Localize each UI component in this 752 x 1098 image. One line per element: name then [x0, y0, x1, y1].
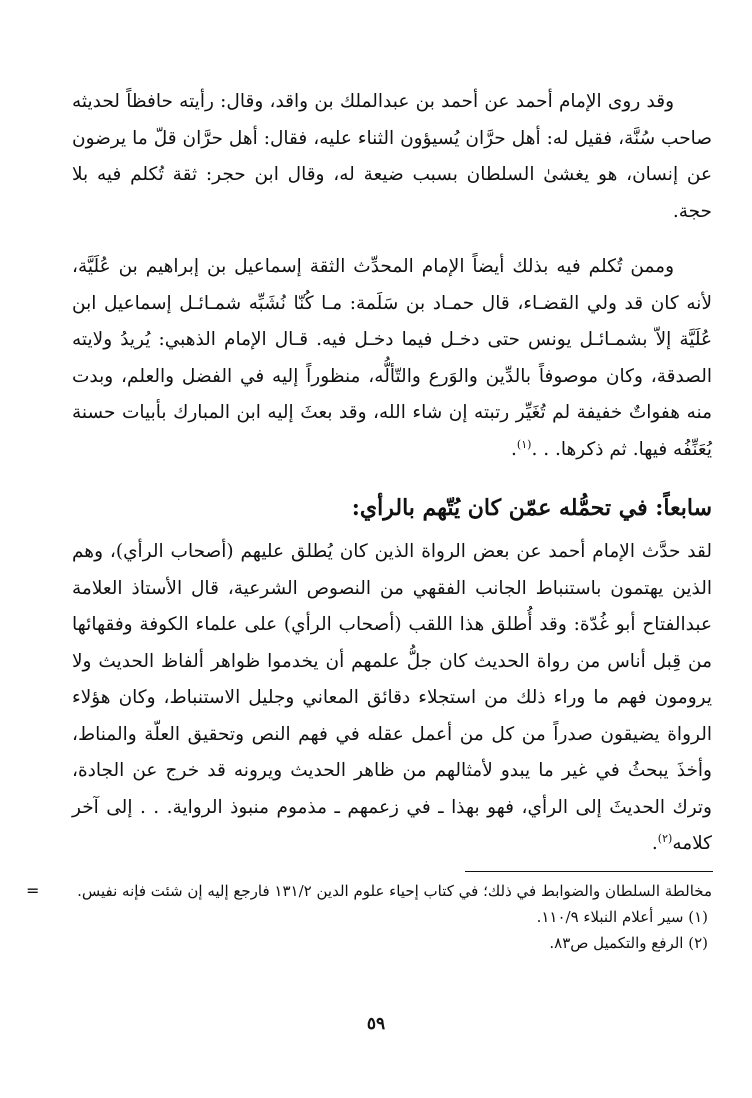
paragraph-text: وقد روى الإمام أحمد عن أحمد بن عبدالملك بن واقد، وقال: رأيته حافظاً لحديثه صاحب سُنَّة، فقيل له: أهل حرَّان يُسيؤون الثناء عليه، فقال: أهل حرَّان قلّ ما يرضون عن إنسان، هو يغشىٰ السلطان بسبب ضيعة له، وقال ابن حجر: ثقة تُكلم فيه بلا حجة. — [72, 91, 712, 222]
continuation-mark: = — [26, 881, 40, 900]
section-heading: سابعاً: في تحمُّله عمّن كان يُتّهم بالرأي: — [351, 495, 712, 521]
footnote-2: (٢) الرفع والتكميل ص٨٣. — [549, 934, 708, 952]
footnotes — [26, 878, 712, 956]
footnote-continuation — [26, 878, 712, 904]
footnote-ref-2: (٢) — [657, 831, 673, 845]
footnote-separator — [465, 871, 713, 872]
footnote-continuation-text: مخالطة السلطان والضوابط في ذلك؛ في كتاب إحياء علوم الدين ١٣١/٢ فارجع إليه إن شئت فإنه نفيس. — [77, 882, 712, 900]
footnote-ref-1: (١) — [516, 437, 532, 451]
page-number: ٥٩ — [366, 1014, 386, 1034]
paragraph-text: لقد حدَّث الإمام أحمد عن بعض الرواة الذين كان يُطلق عليهم (أصحاب الرأي)، وهم الذين يهتمون باستنباط الجانب الفقهي من النصوص الشرعية، قال الأستاذ العلامة عبدالفتاح أبو غُدّة: وقد أُطلق هذا اللقب (أصحاب الرأي) على علماء الكوفة وفقهائها من قِبل أناس من رواة الحديث كان جلُّ علمهم أن يخدموا ظواهر ألفاظ الحديث ولا يرومون فهم ما وراء ذلك من استجلاء دقائق المعاني وجليل الاستنباط، وكان هؤلاء الرواة يضيقون صدراً من كل من أعمل عقله في فهم النص وتحقيق العلّة والمناط، وأخذَ يبحثُ في غير ما يبدو لأمثالهم من ظاهر الحديث ويرونه قد خرج عن الجادة، وترك الحديثَ إلى الرأي، فهو بهذا ـ في زعمهم ـ مذموم منبوذ الرواية. . . إلى آخر كلامه — [72, 541, 712, 854]
page-body — [72, 84, 712, 863]
paragraph-text: وممن تُكلم فيه بذلك أيضاً الإمام المحدِّث الثقة إسماعيل بن إبراهيم بن عُلَيَّة، لأنه كان قد ولي القضـاء، قال حمـاد بن سَلَمة: مـا كُنّا نُشَبِّه شمـائـل إسماعيل ابن عُلَيَّة إلاّ بشمـائـل يونس حتى دخـل فيما دخـل فيه. قـال الإمام الذهبي: يُريدُ ولايته الصدقة، وكان موصوفاً بالدِّين والوَرع والتّألُّه، منظوراً إليه في الفضل والعلم، وبدت منه هفواتٌ خفيفة لم تُغَيِّر رتبته إن شاء الله، وقد بعثَ إليه ابن المبارك بأبيات حسنة يُعَنِّفُه فيها. ثم ذكرها. . . — [72, 256, 712, 460]
footnote-1: (١) سير أعلام النبلاء ١١٠/٩. — [536, 908, 708, 926]
paragraph-ashab-al-ray: لقد حدَّث الإمام أحمد عن بعض الرواة الذين كان يُطلق عليهم (أصحاب الرأي)، وهم الذين يهتمون باستنباط الجانب الفقهي من النصوص الشرعية، قال الأستاذ العلامة عبدالفتاح أبو غُدّة: وقد أُطلق هذا اللقب (أصحاب الرأي) على علماء الكوفة وفقهائها من قِبل أناس من رواة الحديث كان جلُّ علمهم أن يخدموا ظواهر ألفاظ الحديث ولا يرومون فهم ما وراء ذلك من استجلاء دقائق المعاني وجليل الاستنباط، وكان هؤلاء الرواة يضيقون صدراً من كل من أعمل عقله في فهم النص وتحقيق العلّة والمناط، وأخذَ يبحثُ في غير ما يبدو لأمثالهم من ظاهر الحديث ويرونه قد خرج عن الجادة، وترك الحديثَ إلى الرأي، فهو بهذا ـ في زعمهم ـ مذموم منبوذ الرواية. . . إلى آخر كلامه$^{(٢)}$. — [72, 541, 712, 854]
paragraph-ibn-ulayya: وممن تُكلم فيه بذلك أيضاً الإمام المحدِّث الثقة إسماعيل بن إبراهيم بن عُلَيَّة، لأنه كان قد ولي القضـاء، قال حمـاد بن سَلَمة: مـا كُنّا نُشَبِّه شمـائـل إسماعيل ابن عُلَيَّة إلاّ بشمـائـل يونس حتى دخـل فيما دخـل فيه. قـال الإمام الذهبي: يُريدُ ولايته الصدقة، وكان موصوفاً بالدِّين والوَرع والتّألُّه، منظوراً إليه في الفضل والعلم، وبدت منه هفواتٌ خفيفة لم تُغَيِّر رتبته إن شاء الله، وقد بعثَ إليه ابن المبارك بأبيات حسنة يُعَنِّفُه فيها. ثم ذكرها. . .$^{(١)}$. — [72, 256, 712, 460]
paragraph-ahmad-ibn-waqid — [72, 84, 712, 230]
